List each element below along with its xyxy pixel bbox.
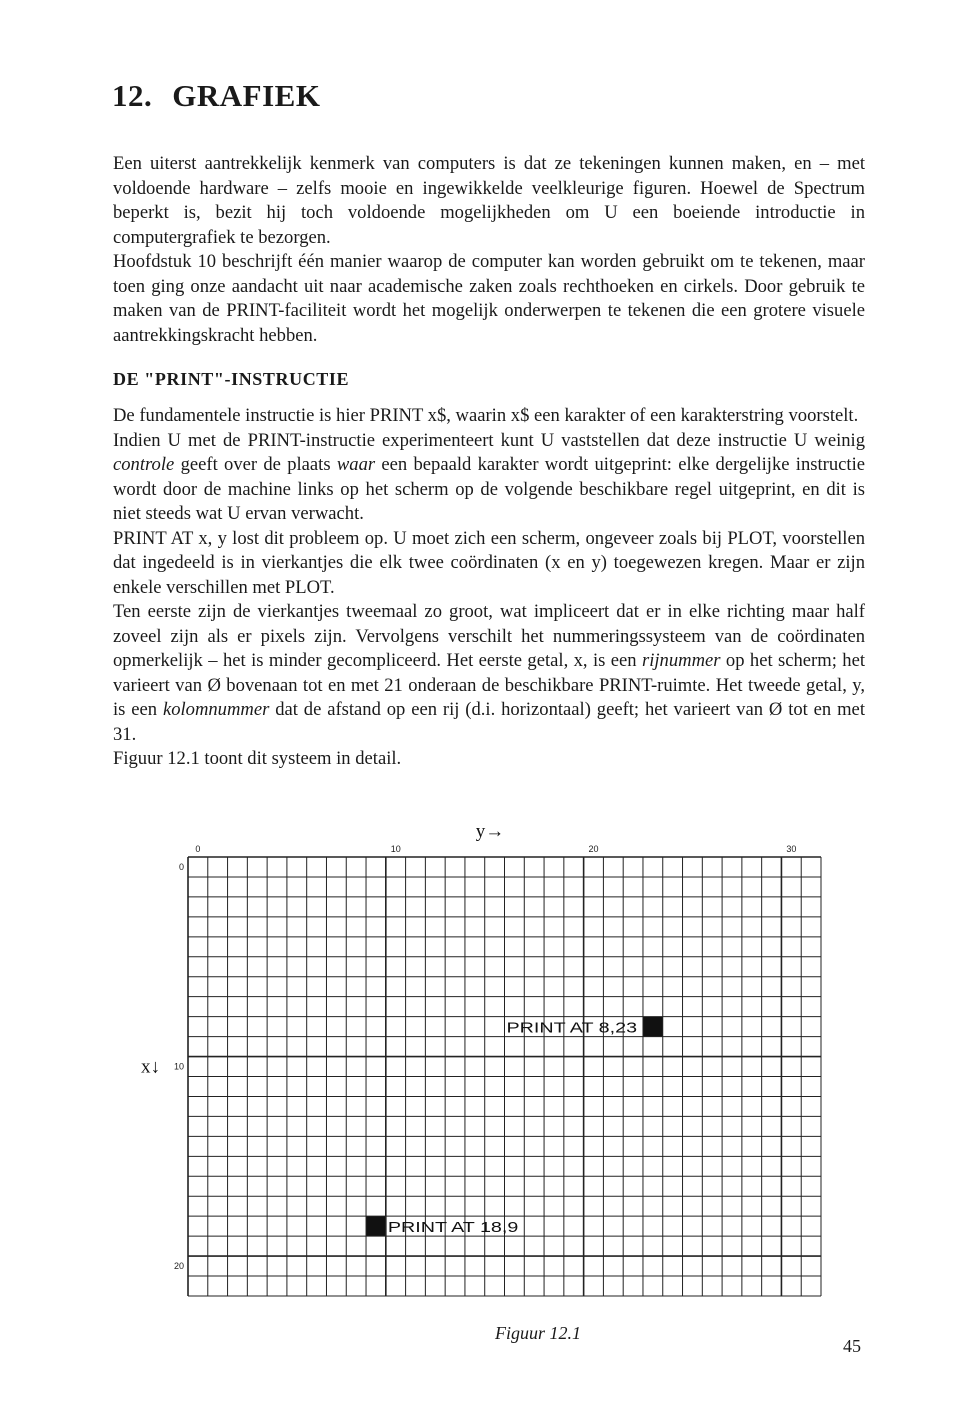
emphasis: rijnummer	[641, 650, 721, 671]
y-axis-label: y→	[475, 821, 505, 842]
emphasis: controle	[113, 454, 175, 475]
text-run: een bepaald karakter wordt uitgeprint: elke dergelijke instructie wordt door de machine links op het scherm op de volgende beschikbare regel uitgeprint, en dit is niet steeds wat U ervan verwacht.	[113, 454, 865, 524]
intro-paragraph-1: Een uiterst aantrekkelijk kenmerk van computers is dat ze tekeningen kunnen maken, en – met voldoende hardware – zelfs mooie en ingewikkelde veelkleurige figuren. Hoewel de Spectrum beperkt is, bezit hij toch voldoende mogelijkheden om U een boeiende introductie in computergrafiek te bezorgen.	[113, 153, 865, 248]
text-run: geeft over de plaats	[174, 454, 337, 475]
cell-annotation: PRINT AT 18,9	[387, 1219, 519, 1237]
row-tick-label: 20	[173, 1261, 184, 1272]
section-heading: DE "PRINT"-INSTRUCTIE	[113, 369, 350, 389]
intro-paragraph-2: Hoofdstuk 10 beschrijft één manier waarop de computer kan worden gebruikt om te tekenen, maar toen ging onze aandacht uit naar academische zaken zoals rechthoeken en cirkels. Door gebruik te maken van de PRINT-faciliteit wordt het mogelijk onderwerpen te tekenen die een grotere visuele aantrekkingskracht hebben.	[113, 251, 865, 346]
page-number: 45	[843, 1336, 861, 1356]
body-paragraph-1: De fundamentele instructie is hier PRINT x$, waarin x$ een karakter of een karakterstring voorstelt.	[113, 405, 859, 426]
emphasis: kolomnummer	[162, 699, 270, 720]
chapter-name: GRAFIEK	[172, 78, 321, 113]
emphasis: waar	[336, 454, 376, 475]
chapter-number: 12.	[112, 78, 153, 113]
column-tick-label: 10	[390, 844, 401, 854]
body-paragraph-4	[113, 600, 865, 747]
column-tick-label: 20	[588, 844, 599, 854]
body-paragraph-5: Figuur 12.1 toont dit systeem in detail.	[113, 748, 402, 769]
figure-caption: Figuur 12.1	[495, 1323, 582, 1343]
cell-annotation: PRINT AT 8,23	[506, 1019, 638, 1037]
text-run: Ten eerste zijn de vierkantjes tweemaal zo groot, wat impliceert dat er in elke richting maar half zoveel zijn als er pixels zijn. Vervolgens verschilt het nummeringssysteem van de coördinaten opmerkelijk – het is minder gecompliceerd. Het eerste getal, x, is een	[113, 601, 865, 671]
body-paragraph-3: PRINT AT x, y lost dit probleem op. U moet zich een scherm, ongeveer zoals bij PLOT, voorstellen dat ingedeeld is in vierkantjes die elk twee coördinaten (x en y) toegewezen kregen. Maar er zijn enkele verschillen met PLOT.	[113, 527, 865, 598]
x-axis-label: x↓	[141, 1056, 160, 1078]
row-tick-label: 0	[178, 861, 184, 872]
chapter-title	[112, 78, 320, 114]
column-tick-label: 0	[195, 844, 201, 854]
text-run: dat de afstand op een rij (d.i. horizontaal) geeft; het varieert van Ø tot en met 31.	[113, 699, 865, 745]
column-tick-label: 30	[786, 844, 797, 854]
body-paragraph-2	[113, 429, 865, 527]
section-body	[113, 404, 865, 772]
text-run: op het scherm; het varieert van Ø bovenaan tot en met 21 onderaan de beschikbare PRINT-ruimte. Het tweede getal, y, is een	[113, 650, 865, 720]
row-tick-label: 10	[173, 1061, 184, 1072]
filled-cell	[366, 1216, 386, 1236]
filled-cell	[643, 1017, 663, 1037]
text-run: Indien U met de PRINT-instructie experimenteert kunt U vaststellen dat deze instructie U weinig	[113, 429, 865, 451]
intro-text	[113, 152, 865, 348]
